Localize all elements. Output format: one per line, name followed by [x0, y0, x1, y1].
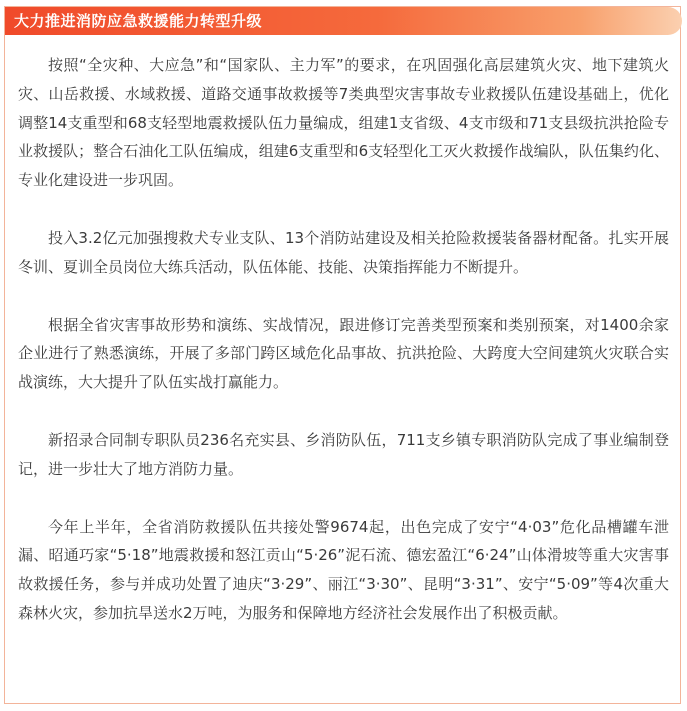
article-card	[4, 6, 681, 704]
paragraph: 投入3.2亿元加强搜救犬专业支队、13个消防站建设及相关抢险救援装备器材配备。扎实开展冬训、夏训全员岗位大练兵活动，队伍体能、技能、决策指挥能力不断提升。	[18, 228, 669, 276]
section-title: 大力推进消防应急救援能力转型升级	[14, 12, 263, 30]
paragraph: 按照“全灾种、大应急”和“国家队、主力军”的要求，在巩固强化高层建筑火灾、地下建筑火灾、山岳救援、水域救援、道路交通事故救援等7类典型灾害事故专业救援队伍建设基础上，优化调整14支重型和68支轻型地震救援队伍力量编成，组建1支省级、4支市级和71支县级抗洪抢险专业救援队；整合石油化工队伍编成，组建6支重型和6支轻型化工灭火救援作战编队，队伍集约化、专业化建设进一步巩固。	[18, 56, 669, 190]
section-header	[5, 7, 682, 35]
paragraph: 新招录合同制专职队员236名充实县、乡消防队伍，711支乡镇专职消防队完成了事业编制登记，进一步壮大了地方消防力量。	[18, 430, 669, 478]
paragraph: 今年上半年，全省消防救援队伍共接处警9674起，出色完成了安宁“4·03”危化品槽罐车泄漏、昭通巧家“5·18”地震救援和怒江贡山“5·26”泥石流、德宏盈江“6·24”山体滑坡等重大灾害事故救援任务，参与并成功处置了迪庆“3·29”、丽江“3·30”、昆明“3·31”、安宁“5·09”等4次重大森林火灾，参加抗旱送水2万吨，为服务和保障地方经济社会发展作出了积极贡献。	[18, 517, 669, 622]
article-body	[18, 51, 669, 628]
paragraph: 根据全省灾害事故形势和演练、实战情况，跟进修订完善类型预案和类别预案，对1400余家企业进行了熟悉演练，开展了多部门跨区域危化品事故、抗洪抢险、大跨度大空间建筑火灾联合实战演练，大大提升了队伍实战打赢能力。	[18, 315, 669, 392]
